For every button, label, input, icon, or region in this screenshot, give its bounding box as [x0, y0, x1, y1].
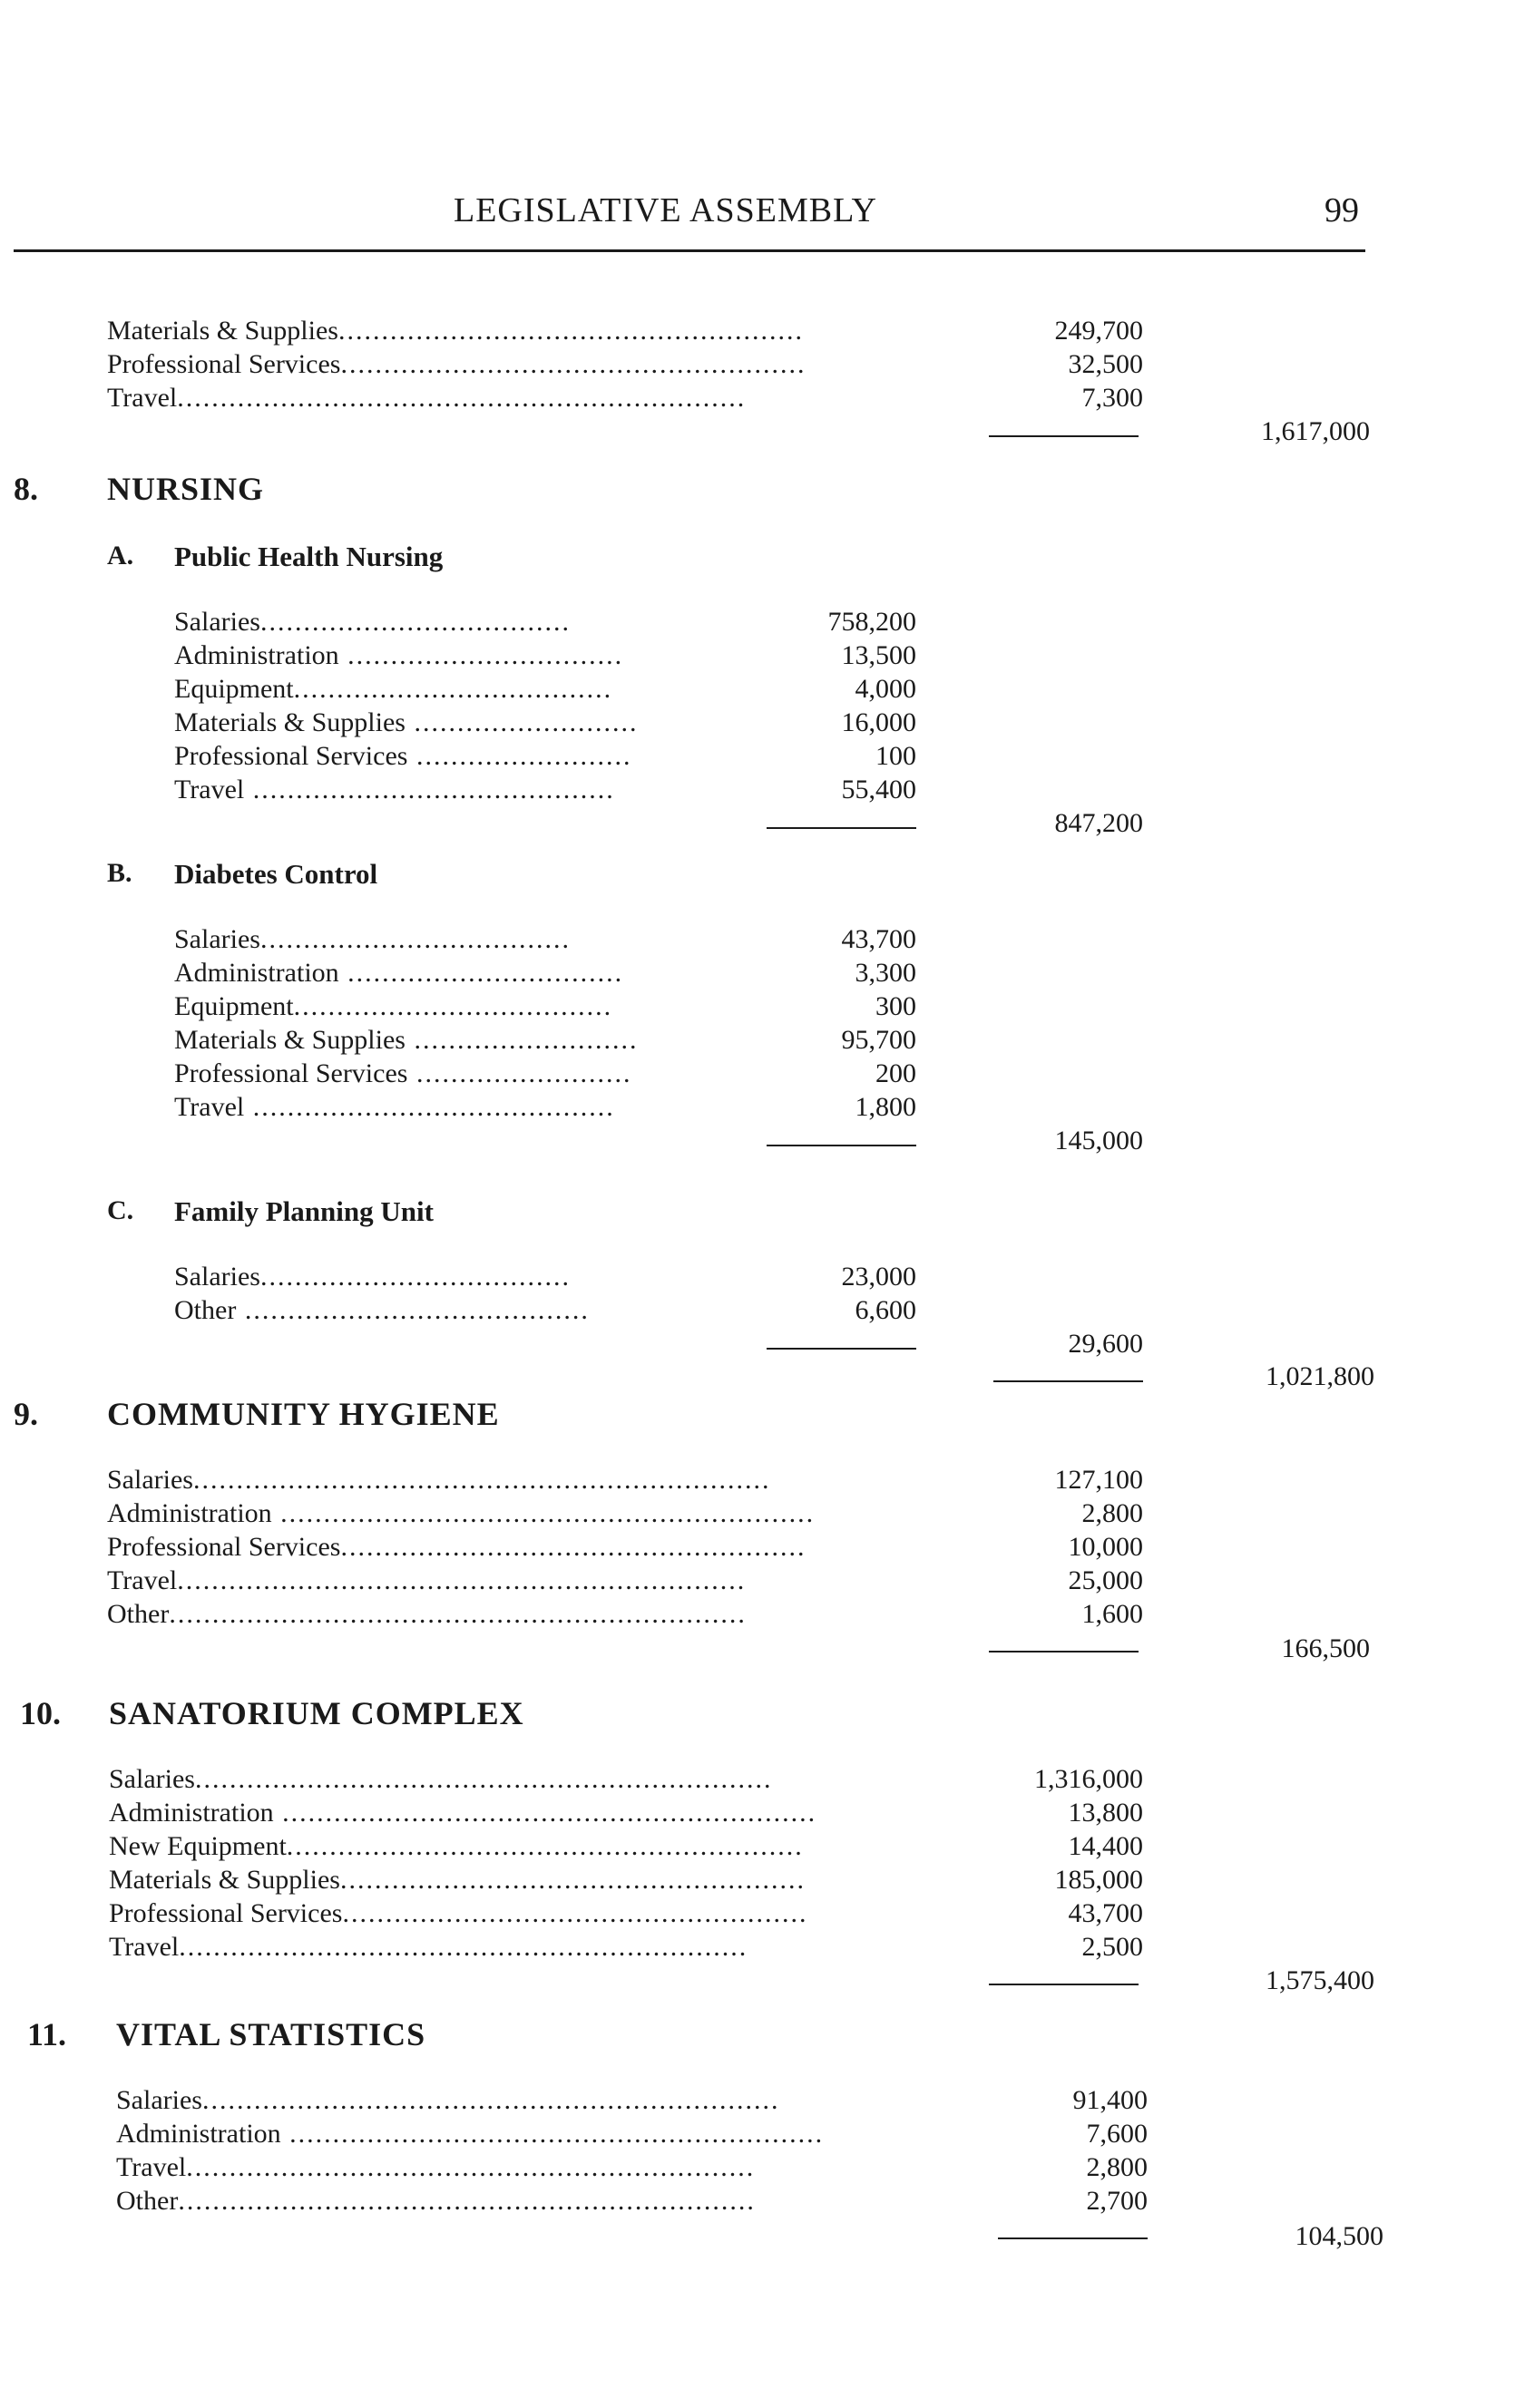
section-total: 1,021,800	[1266, 1361, 1374, 1391]
section-total: 1,575,400	[1266, 1965, 1374, 1995]
line-item-amount: 249,700	[1054, 316, 1143, 346]
line-item-label: Salaries....................................	[174, 1262, 571, 1292]
line-item-label: Professional Services......................................................	[107, 1532, 806, 1562]
subsection-title: Family Planning Unit	[174, 1195, 434, 1227]
line-item-label: Salaries....................................	[174, 924, 571, 954]
line-item-amount: 2,700	[1086, 2186, 1148, 2216]
line-item-amount: 95,700	[841, 1025, 916, 1055]
section-number: 11.	[27, 2016, 67, 2052]
section-total-rule	[993, 1380, 1143, 1382]
line-item-amount: 43,700	[841, 924, 916, 954]
line-item-label: Other...................................................................	[116, 2186, 756, 2216]
subsection-title: Public Health Nursing	[174, 541, 444, 572]
subsection-title: Diabetes Control	[174, 858, 378, 890]
section-number: 10.	[20, 1695, 61, 1731]
page-number: 99	[1325, 191, 1359, 229]
header-rule	[14, 249, 1365, 252]
line-item-amount: 6,600	[855, 1295, 916, 1325]
line-item-amount: 2,800	[1086, 2152, 1148, 2182]
line-item-label: Administration ................................	[174, 640, 624, 670]
subsection-letter: C.	[107, 1195, 134, 1225]
section-total-rule	[989, 1984, 1139, 1985]
line-item-label: Professional Services .........................	[174, 741, 632, 771]
section-number: 9.	[14, 1396, 38, 1432]
subsection-letter: A.	[107, 541, 134, 570]
line-item-amount: 100	[875, 741, 916, 771]
line-item-amount: 1,800	[855, 1092, 916, 1122]
line-item-label: Professional Services .........................	[174, 1058, 632, 1088]
subsection-subtotal: 29,600	[1068, 1329, 1143, 1359]
line-item-amount: 200	[875, 1058, 916, 1088]
subsection-letter: B.	[107, 858, 132, 888]
subtotal-rule	[989, 435, 1139, 437]
line-item-label: Professional Services......................................................	[107, 349, 806, 379]
section-total: 104,500	[1295, 2221, 1383, 2251]
line-item-label: Travel..................................................................	[109, 1932, 748, 1962]
line-item-label: New Equipment............................................................	[109, 1831, 804, 1861]
subtotal-rule	[767, 1145, 916, 1146]
subsection-subtotal: 847,200	[1054, 808, 1143, 838]
line-item-amount: 25,000	[1068, 1565, 1143, 1595]
line-item-label: Salaries...................................................................	[109, 1764, 773, 1794]
line-item-amount: 127,100	[1054, 1465, 1143, 1495]
line-item-amount: 13,500	[841, 640, 916, 670]
section-total-rule	[989, 1651, 1139, 1652]
line-item-amount: 55,400	[841, 775, 916, 804]
subsection-subtotal: 145,000	[1054, 1126, 1143, 1155]
line-item-amount: 2,800	[1081, 1498, 1143, 1528]
line-item-label: Materials & Supplies......................................................	[109, 1865, 806, 1895]
line-item-label: Travel ..........................................	[174, 1092, 615, 1122]
line-item-label: Administration ................................	[174, 958, 624, 988]
line-item-amount: 14,400	[1068, 1831, 1143, 1861]
line-item-label: Travel ..........................................	[174, 775, 615, 804]
line-item-label: Salaries....................................	[174, 607, 571, 637]
line-item-amount: 185,000	[1054, 1865, 1143, 1895]
line-item-label: Travel..................................................................	[116, 2152, 756, 2182]
line-item-amount: 758,200	[827, 607, 916, 637]
line-item-amount: 3,300	[855, 958, 916, 988]
line-item-label: Administration ..............................................................	[107, 1498, 816, 1528]
line-item-amount: 16,000	[841, 707, 916, 737]
line-item-amount: 23,000	[841, 1262, 916, 1292]
section-total-rule	[998, 2237, 1148, 2239]
section-number: 8.	[14, 471, 38, 507]
section-title: NURSING	[107, 471, 265, 507]
line-item-amount: 91,400	[1072, 2085, 1148, 2115]
line-item-amount: 10,000	[1068, 1532, 1143, 1562]
line-item-label: Travel..................................................................	[107, 1565, 747, 1595]
line-item-amount: 1,316,000	[1034, 1764, 1143, 1794]
line-item-label: Salaries...................................................................	[116, 2085, 780, 2115]
section-title: COMMUNITY HYGIENE	[107, 1396, 500, 1432]
subtotal-rule	[767, 827, 916, 829]
line-item-label: Equipment.....................................	[174, 674, 613, 704]
line-item-amount: 300	[875, 991, 916, 1021]
line-item-amount: 7,600	[1086, 2119, 1148, 2149]
line-item-amount: 13,800	[1068, 1798, 1143, 1828]
page-header-title: LEGISLATIVE ASSEMBLY	[454, 191, 877, 229]
line-item-label: Salaries...................................................................	[107, 1465, 771, 1495]
line-item-label: Materials & Supplies ..........................	[174, 1025, 639, 1055]
line-item-label: Equipment.....................................	[174, 991, 613, 1021]
line-item-label: Other...................................................................	[107, 1599, 747, 1629]
line-item-label: Materials & Supplies......................................................	[107, 316, 804, 346]
line-item-amount: 1,600	[1081, 1599, 1143, 1629]
line-item-amount: 7,300	[1081, 383, 1143, 413]
line-item-amount: 32,500	[1068, 349, 1143, 379]
line-item-label: Travel..................................................................	[107, 383, 747, 413]
line-item-label: Materials & Supplies ..........................	[174, 707, 639, 737]
line-item-label: Professional Services......................................................	[109, 1898, 808, 1928]
section-title: VITAL STATISTICS	[116, 2016, 426, 2052]
line-item-amount: 2,500	[1081, 1932, 1143, 1962]
section-total: 166,500	[1281, 1633, 1370, 1663]
subtotal-rule	[767, 1348, 916, 1350]
section-title: SANATORIUM COMPLEX	[109, 1695, 524, 1731]
section-total: 1,617,000	[1261, 416, 1370, 446]
line-item-label: Administration ..............................................................	[116, 2119, 825, 2149]
line-item-label: Other ........................................	[174, 1295, 590, 1325]
line-item-amount: 43,700	[1068, 1898, 1143, 1928]
line-item-label: Administration ..............................................................	[109, 1798, 817, 1828]
line-item-amount: 4,000	[855, 674, 916, 704]
